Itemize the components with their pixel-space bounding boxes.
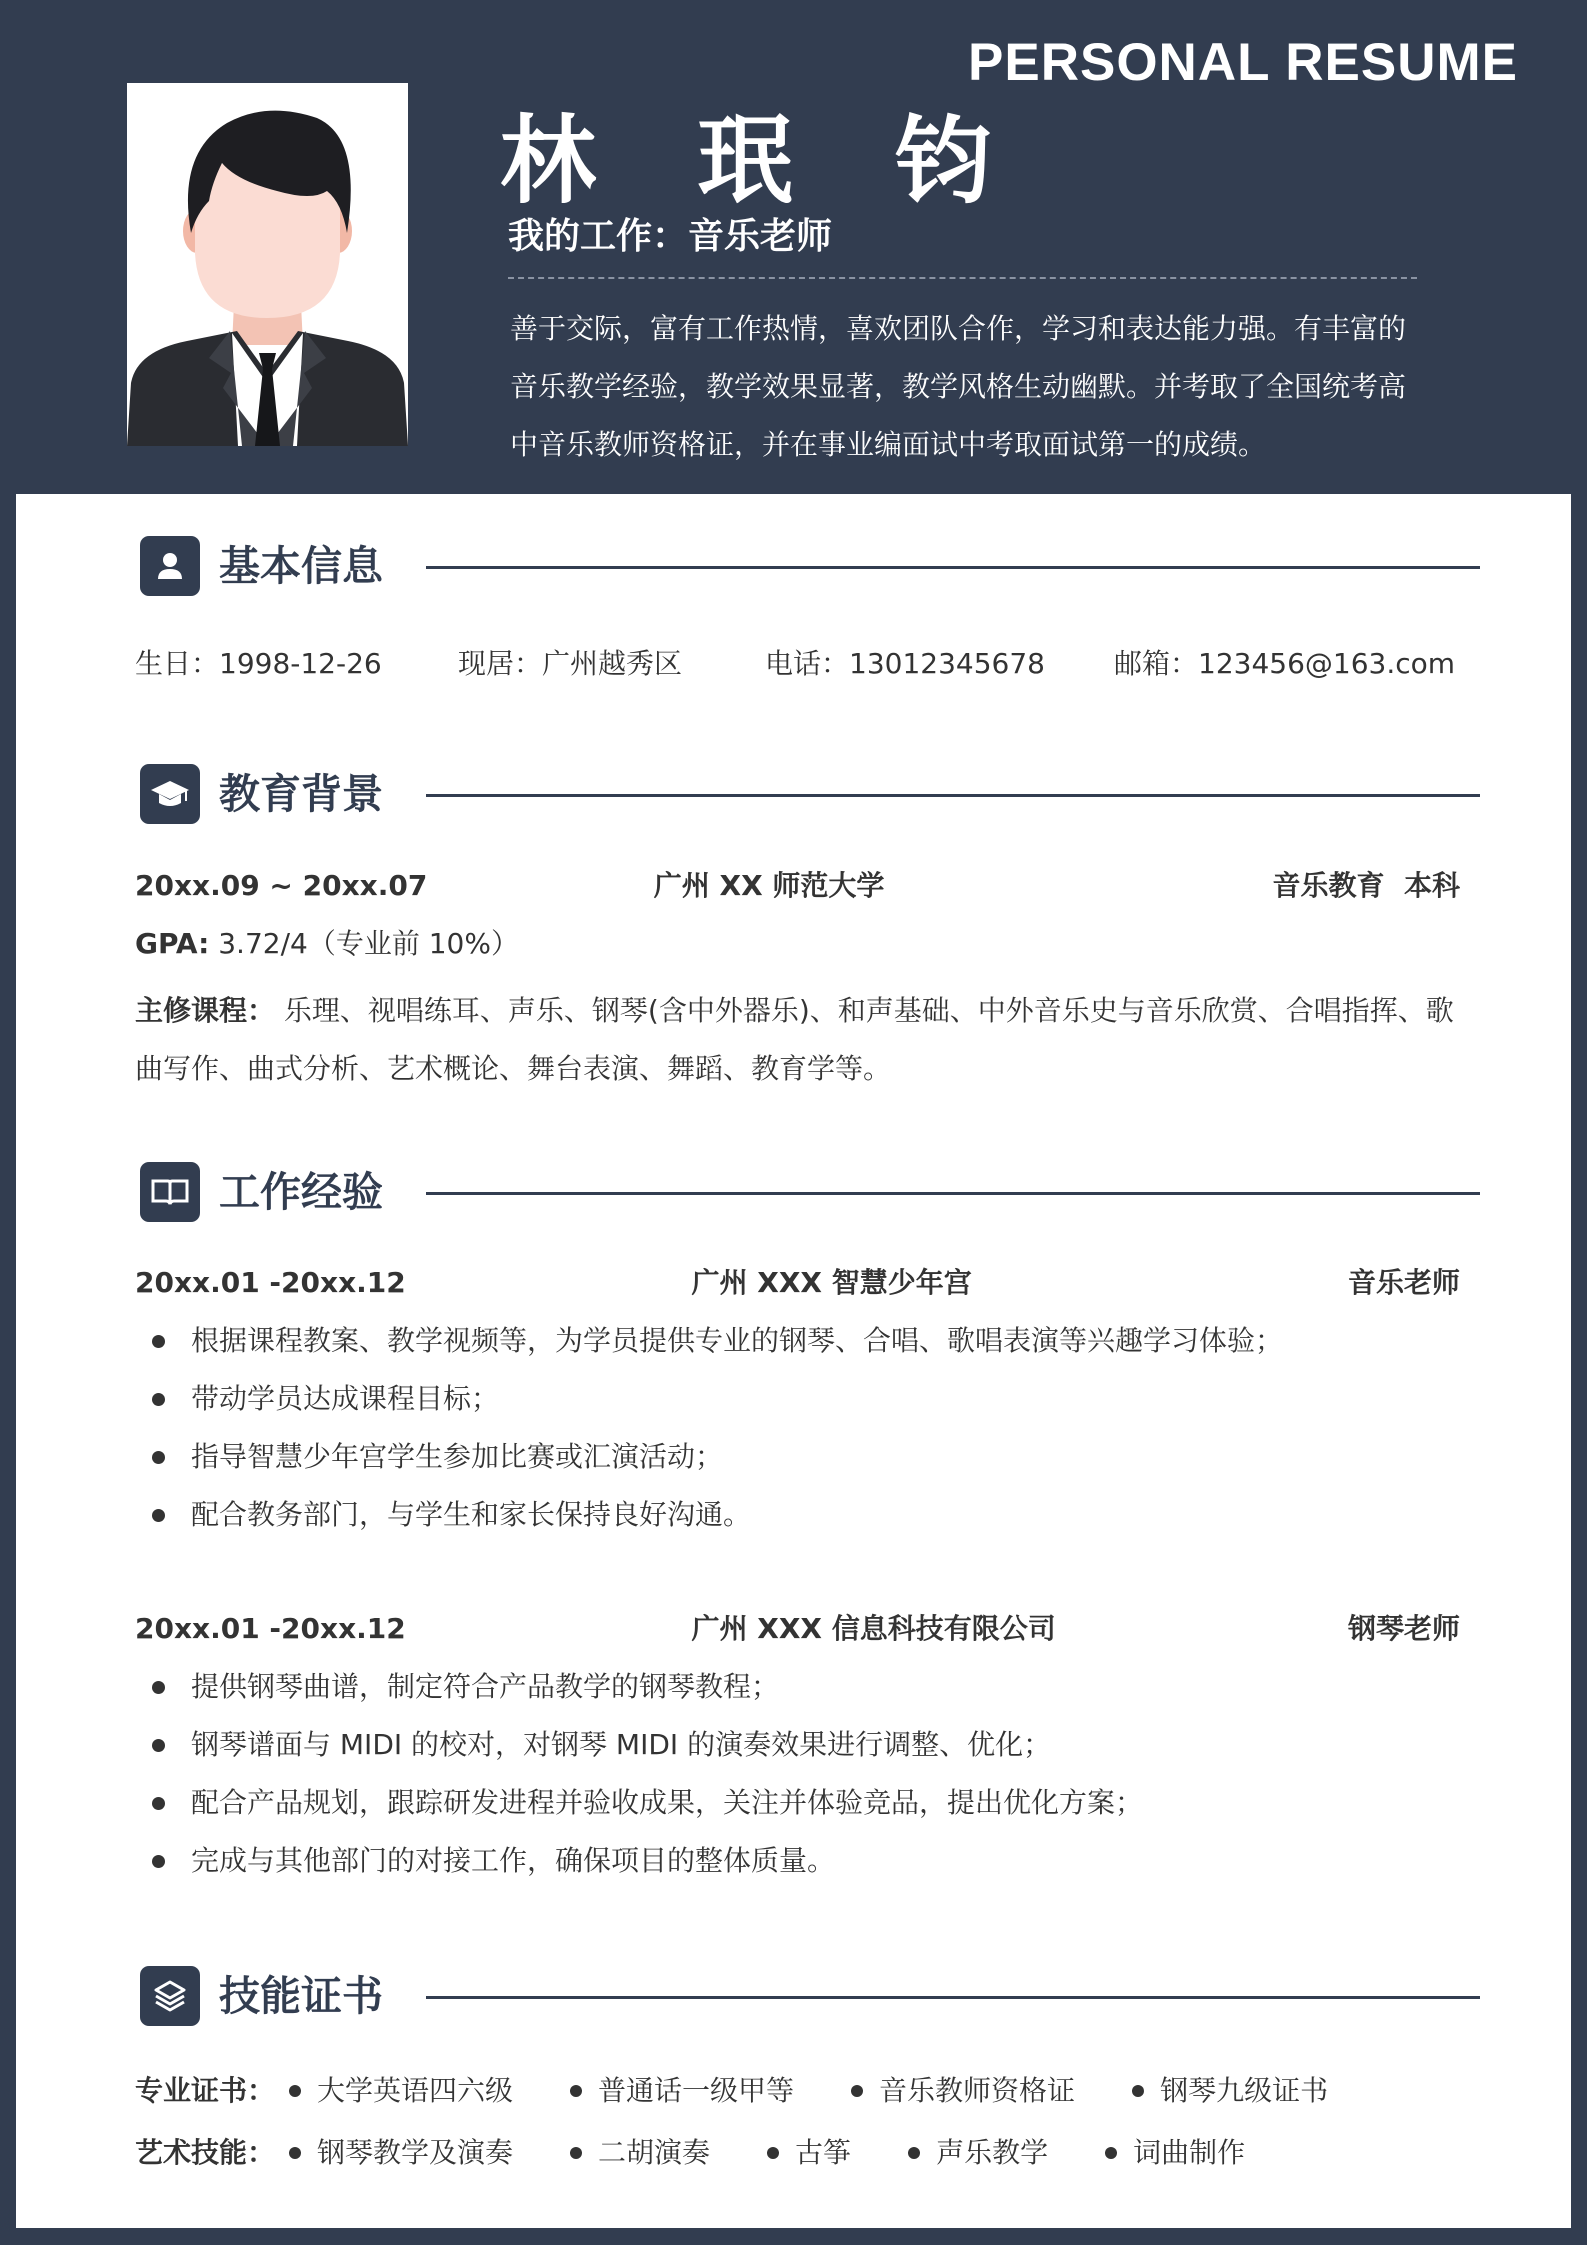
- section-title-work: 工作经验: [219, 1168, 383, 1216]
- section-title-basic: 基本信息: [219, 542, 383, 590]
- self-introduction: 善于交际，富有工作热情，喜欢团队合作，学习和表达能力强。有丰富的音乐教学经验，教学效果显著，教学风格生动幽默。并考取了全国统考高中音乐教师资格证，并在事业编面试中考取面试第一的成绩。: [510, 312, 1407, 461]
- gpa-row: [135, 924, 1460, 964]
- list-item: 带动学员达成课程目标；: [135, 1370, 1460, 1428]
- section-skills: [140, 1966, 1480, 2030]
- resume-header: [0, 0, 1587, 494]
- job-period: 20xx.01 -20xx.12: [135, 1266, 406, 1299]
- list-item: 古筝: [765, 2133, 851, 2173]
- list-item: 根据课程教案、教学视频等，为学员提供专业的钢琴、合唱、歌唱表演等兴趣学习体验；: [135, 1312, 1460, 1370]
- education-school: 广州 XX 师范大学: [653, 869, 885, 902]
- list-item: 钢琴九级证书: [1130, 2071, 1328, 2111]
- courses-value: 乐理、视唱练耳、声乐、钢琴(含中外器乐)、和声基础、中外音乐史与音乐欣赏、合唱指挥、歌曲写作、曲式分析、艺术概论、舞台表演、舞蹈、教育学等。: [135, 994, 1454, 1085]
- job-company: 广州 XXX 信息科技有限公司: [691, 1612, 1056, 1645]
- job-role: 音乐老师: [1347, 1266, 1460, 1299]
- job-role: 钢琴老师: [1347, 1612, 1460, 1645]
- email: 邮箱：123456@163.com: [1114, 647, 1456, 680]
- job-company: 广州 XXX 智慧少年宫: [691, 1266, 972, 1299]
- layers-icon: [140, 1966, 200, 2026]
- section-divider: [426, 1996, 1480, 1999]
- list-item: 音乐教师资格证: [849, 2071, 1075, 2111]
- book-icon: [140, 1162, 200, 1222]
- candidate-name: 林 珉 钧: [500, 105, 1025, 217]
- gpa-label: GPA:: [135, 927, 210, 960]
- section-divider: [426, 566, 1480, 569]
- list-item: 配合教务部门，与学生和家长保持良好沟通。: [135, 1486, 1460, 1544]
- residence: 现居：广州越秀区: [458, 647, 683, 680]
- list-item: 声乐教学: [906, 2133, 1048, 2173]
- section-title-skills: 技能证书: [219, 1972, 383, 2020]
- avatar-illustration: [127, 83, 408, 446]
- job-duties-list: [135, 1658, 1460, 1890]
- list-item: 提供钢琴曲谱，制定符合产品教学的钢琴教程；: [135, 1658, 1460, 1716]
- profile-photo: [127, 83, 408, 446]
- basic-info-row: [135, 644, 1460, 684]
- education-period: 20xx.09 ~ 20xx.07: [135, 869, 428, 902]
- graduation-cap-icon: [140, 764, 200, 824]
- list-item: 大学英语四六级: [287, 2071, 513, 2111]
- section-divider: [426, 1192, 1480, 1195]
- list-item: 完成与其他部门的对接工作，确保项目的整体质量。: [135, 1832, 1460, 1890]
- certificates-label: 专业证书：: [135, 2074, 276, 2107]
- job-period: 20xx.01 -20xx.12: [135, 1612, 406, 1645]
- section-title-education: 教育背景: [219, 770, 383, 818]
- section-work: [140, 1162, 1480, 1226]
- list-item: 配合产品规划，跟踪研发进程并验收成果，关注并体验竞品，提出优化方案；: [135, 1774, 1460, 1832]
- education-entry: [135, 866, 1460, 906]
- list-item: 钢琴谱面与 MIDI 的校对，对钢琴 MIDI 的演奏效果进行调整、优化；: [135, 1716, 1460, 1774]
- list-item: 指导智慧少年宫学生参加比赛或汇演活动；: [135, 1428, 1460, 1486]
- education-degree: 音乐教育 本科: [1272, 869, 1460, 902]
- section-basic-info: [140, 536, 1480, 600]
- job-title: 我的工作：音乐老师: [508, 216, 833, 257]
- gpa-value: 3.72/4（专业前 10%）: [218, 927, 519, 960]
- header-divider: [508, 277, 1417, 279]
- section-divider: [426, 794, 1480, 797]
- list-item: 钢琴教学及演奏: [287, 2133, 513, 2173]
- resume-body: [16, 494, 1571, 2228]
- phone: 电话：13012345678: [765, 647, 1045, 680]
- certificates-row: [135, 2071, 1460, 2111]
- header-title: PERSONAL RESUME: [968, 33, 1518, 92]
- list-item: 普通话一级甲等: [568, 2071, 794, 2111]
- section-education: [140, 764, 1480, 828]
- art-skills-row: [135, 2133, 1460, 2173]
- courses-row: [135, 982, 1460, 1098]
- job-duties-list: [135, 1312, 1460, 1544]
- courses-label: 主修课程：: [135, 994, 276, 1027]
- list-item: 词曲制作: [1103, 2133, 1245, 2173]
- user-icon: [140, 536, 200, 596]
- job-entry-header: [135, 1263, 1460, 1303]
- job-entry-header: [135, 1609, 1460, 1649]
- art-skills-label: 艺术技能：: [135, 2136, 276, 2169]
- birthday: 生日：1998-12-26: [135, 647, 382, 680]
- list-item: 二胡演奏: [568, 2133, 710, 2173]
